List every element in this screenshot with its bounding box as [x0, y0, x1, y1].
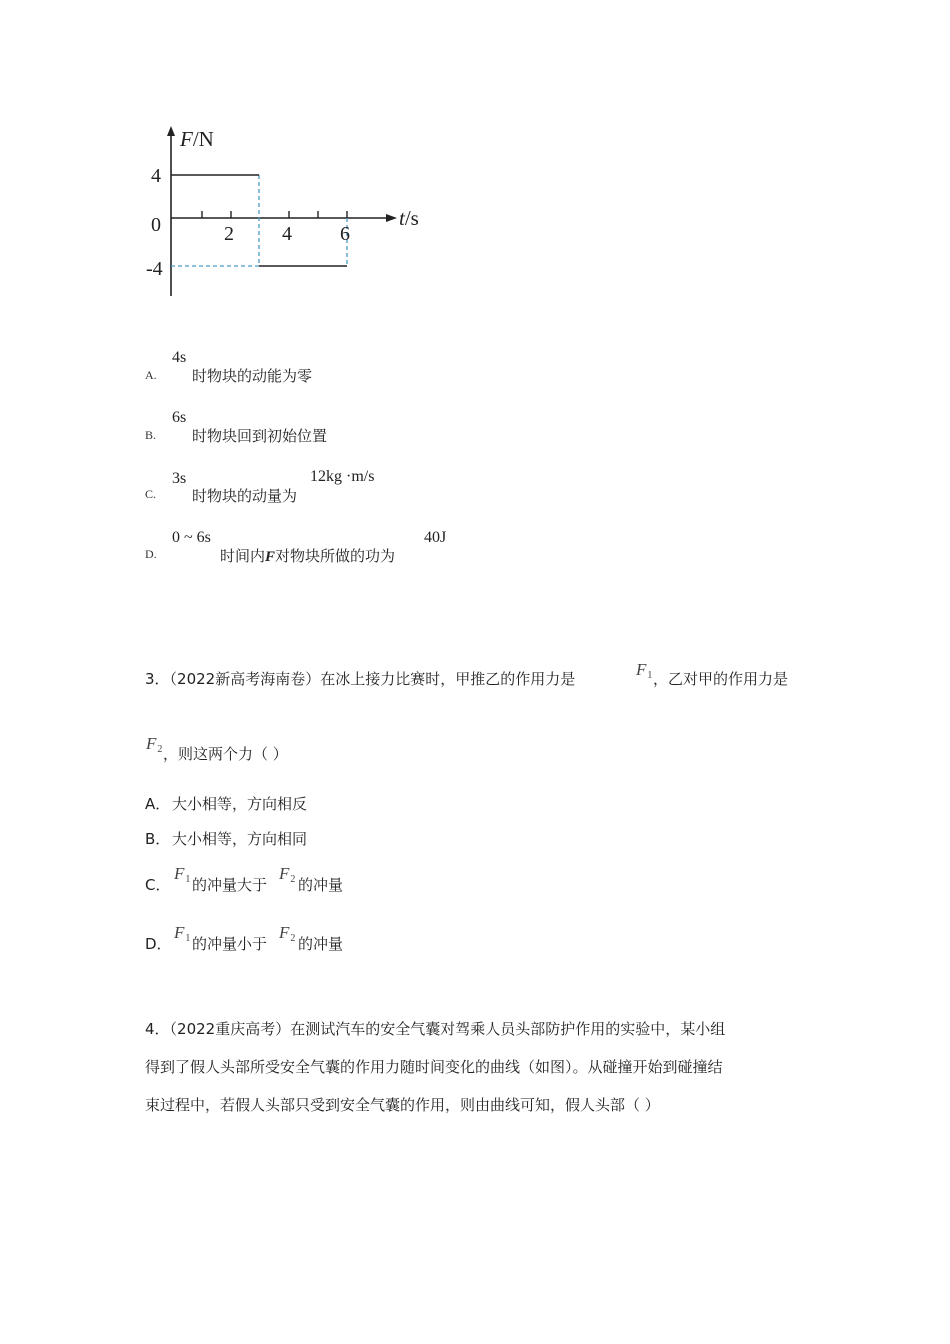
y-axis-label: F/N [180, 127, 214, 151]
x-tick-6: 6 [340, 223, 350, 245]
x-tick-marks [202, 211, 347, 218]
q3-f2-symbol: $F_2$ [146, 734, 163, 755]
x-axis-arrow [386, 214, 397, 222]
option-letter: B. [145, 428, 157, 442]
option-f2-symbol: $F_2$ [279, 864, 296, 885]
option-text-end: 的冲量 [298, 935, 344, 953]
option-math-pre: 3s [172, 470, 187, 487]
option-text: 的冲量小于 [192, 935, 268, 953]
option-math-pre: 4s [172, 349, 187, 366]
option-letter: C． [145, 876, 171, 894]
y-axis-arrow [167, 126, 175, 136]
option-letter: C. [145, 487, 157, 501]
q3-stem-line1-tail: ，乙对甲的作用力是 [653, 670, 789, 688]
option-text-end: 的冲量 [298, 876, 344, 894]
option-letter: B． [145, 830, 171, 848]
option-math-post: 12kg ·m/s [310, 468, 375, 485]
option-f2-symbol: $F_2$ [279, 923, 296, 944]
option-letter: A. [145, 368, 157, 382]
option-letter: D． [145, 935, 172, 953]
option-letter: D. [145, 547, 157, 561]
option-math-pre: 0 ~ 6s [172, 529, 211, 546]
option-letter: A． [145, 795, 171, 813]
q3-stem-line2: ，则这两个力（ ） [163, 745, 288, 763]
option-text: 大小相等，方向相反 [172, 795, 308, 813]
option-text: 大小相等，方向相同 [172, 830, 308, 848]
option-text: 的冲量大于 [192, 876, 268, 894]
x-tick-4: 4 [282, 223, 292, 245]
y-tick-neg4: -4 [146, 258, 163, 280]
y-tick-4: 4 [151, 165, 161, 187]
q4-stem-line3: 束过程中，若假人头部只受到安全气囊的作用，则由曲线可知，假人头部（ ） [145, 1096, 660, 1114]
option-math-post: 40J [424, 529, 447, 546]
option-text: 时间内F对物块所做的功为 [220, 547, 396, 565]
option-math-pre: 6s [172, 409, 187, 426]
option-text: 时物块的动能为零 [192, 367, 313, 385]
q3-stem-line1: 3．（2022新高考海南卷）在冰上接力比赛时，甲推乙的作用力是 [145, 670, 576, 688]
x-axis-label: t/s [399, 206, 419, 230]
option-text: 时物块回到初始位置 [192, 427, 328, 445]
option-f1-symbol: $F_1$ [174, 923, 191, 944]
option-text: 时物块的动量为 [192, 487, 298, 505]
q3-f1-symbol: $F_1$ [636, 660, 653, 681]
q4-stem-line2: 得到了假人头部所受安全气囊的作用力随时间变化的曲线（如图）。从碰撞开始到碰撞结 [145, 1058, 723, 1076]
force-time-graph [140, 118, 440, 308]
y-tick-0: 0 [151, 214, 161, 236]
x-tick-2: 2 [224, 223, 234, 245]
q4-stem-line1: 4．（2022重庆高考）在测试汽车的安全气囊对驾乘人员头部防护作用的实验中，某小组 [145, 1020, 726, 1038]
option-f1-symbol: $F_1$ [174, 864, 191, 885]
